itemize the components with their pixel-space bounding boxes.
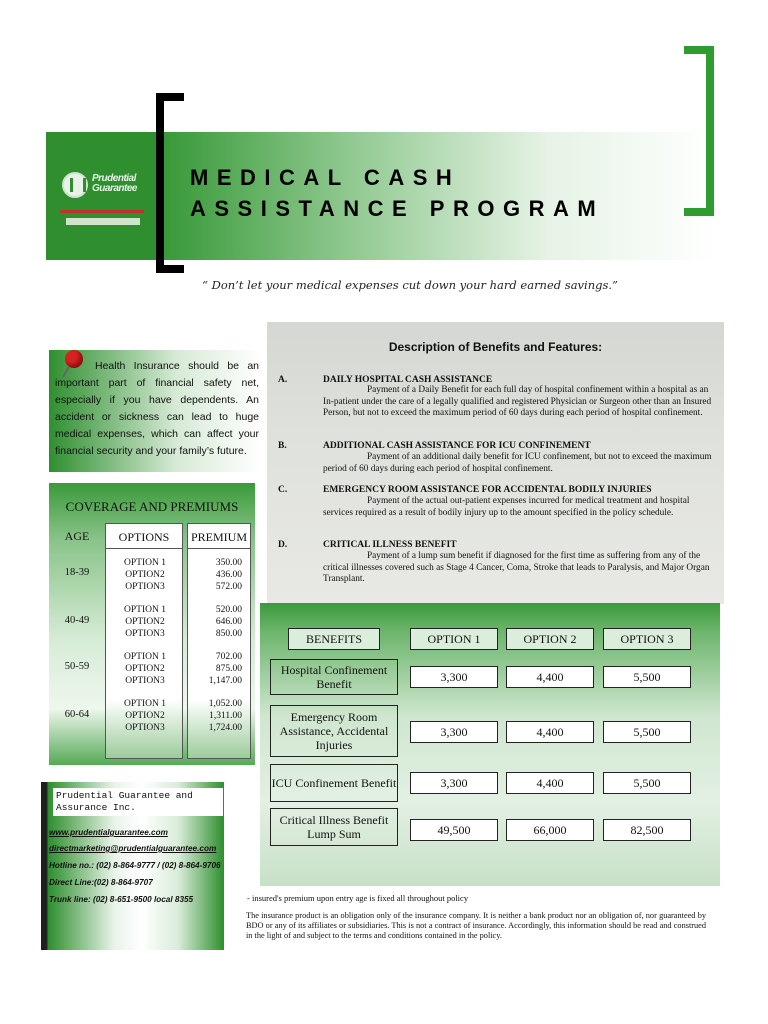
benefit-value: 5,500 [603,772,691,794]
premium-value: 646.00 [215,617,242,627]
age-cell: 60-64 [64,709,90,720]
option-label: OPTION2 [125,617,165,627]
benefit-value: 4,400 [506,666,594,688]
description-title: Description of Benefits and Features: [388,340,603,354]
logo-line-2: Guarantee [92,183,137,194]
options-column [105,523,183,759]
premium-footnote: - insured's premium upon entry age is fixed all throughout policy [247,893,469,903]
contact-company-name: Prudential Guarantee and Assurance Inc. [53,788,223,816]
company-logo [46,132,156,260]
contact-box [41,782,224,950]
title-line-1: MEDICAL CASH [190,165,461,190]
option-3-header: OPTION 3 [603,628,691,650]
item-letter: D. [278,540,288,550]
benefit-name: Emergency Room Assistance, Accidental Injuries [270,705,398,757]
item-body: Payment of the actual out-patient expenses incurred for medical treatment and hospital services required as a result of bodily injury up to the amount specified in the policy schedule. [323,496,690,518]
benefits-header: BENEFITS [288,628,380,650]
option-2-header: OPTION 2 [506,628,594,650]
benefit-value: 82,500 [603,819,691,841]
pushpin-icon [59,350,85,376]
options-header: OPTIONS [106,530,182,549]
item-heading: CRITICAL ILLNESS BENEFIT [323,540,457,550]
benefits-table [260,603,720,886]
logo-line-1: Prudential [92,173,136,184]
options-cell [106,557,184,593]
logo-emblem-icon [62,172,88,198]
age-cell: 50-59 [64,661,90,672]
option-label: OPTION3 [125,676,165,686]
premium-value: 520.00 [215,605,242,615]
premium-value: 350.00 [215,558,242,568]
item-body: Payment of a Daily Benefit for each full day of hospital confinement within a hospital as an In-patient under the care of a legally qualified and registered Physician or Surgeon other than an Insured Person, but not to exceed the maximum period of 60 days during each period of hospital confinement. [323,385,712,418]
benefit-name: ICU Confinement Benefit [270,764,398,802]
option-label: OPTION 1 [124,605,166,615]
options-cell [106,651,184,687]
intro-text: Health Insurance should be an important part of financial safety net, especially if you have dependents. An accident or sickness can lead to huge medical expenses, which can affect your financial security and your family’s future. [55,360,259,457]
option-1-header: OPTION 1 [410,628,498,650]
age-cell: 18-39 [64,567,90,578]
disclaimer-text: The insurance product is an obligation only of the insurance company. It is neither a bank product nor an obligation of, nor guaranteed by BDO or any of its affiliates or subsidiaries. This is not a contract of insurance. Accordingly, this information should be read and construed in the light of and subject to the terms and conditions contained in the policy. [246,911,706,940]
item-body: Payment of an additional daily benefit for ICU confinement, but not to exceed the maximum period of 60 days during each period of hospital confinement. [323,452,712,474]
coverage-table [49,483,255,765]
age-header: AGE [64,529,90,543]
option-label: OPTION3 [125,629,165,639]
trunk-line-number: Trunk line: (02) 8-651-9500 local 8355 [49,895,194,904]
right-bracket-decoration [684,46,714,216]
premium-value: 436.00 [215,570,242,580]
logo-tagline-bar [66,218,140,225]
premium-value: 1,311.00 [209,711,242,721]
premium-value: 702.00 [215,652,242,662]
option-label: OPTION3 [125,582,165,592]
premium-value: 1,147.00 [208,676,242,686]
age-column [53,523,101,759]
age-cell: 40-49 [64,615,90,626]
benefit-value: 5,500 [603,666,691,688]
logo-text [92,174,154,194]
logo-divider [60,210,144,213]
coverage-title: COVERAGE AND PREMIUMS [65,499,239,514]
options-cell [106,604,184,640]
benefit-value: 3,300 [410,772,498,794]
option-label: OPTION2 [125,664,165,674]
option-label: OPTION 1 [124,699,166,709]
premium-cell [184,604,242,640]
item-heading: DAILY HOSPITAL CASH ASSISTANCE [323,375,493,385]
benefit-value: 49,500 [410,819,498,841]
item-letter: B. [278,441,287,451]
option-label: OPTION3 [125,723,165,733]
tagline: “ Don’t let your medical expenses cut down your hard earned savings.” [202,278,618,292]
item-letter: C. [278,485,288,495]
premium-column [187,523,251,759]
premium-value: 572.00 [215,582,242,592]
intro-box [49,350,261,472]
direct-line-number: Direct Line:(02) 8-864-9707 [49,878,153,887]
page-title [190,162,604,224]
option-label: OPTION 1 [124,652,166,662]
premium-header: PREMIUM [188,530,250,549]
title-line-2: ASSISTANCE PROGRAM [190,196,605,221]
option-label: OPTION2 [125,711,165,721]
option-label: OPTION 1 [124,558,166,568]
website-link[interactable]: www.prudentialguarantee.com [49,828,168,837]
premium-cell [184,698,242,734]
item-heading: EMERGENCY ROOM ASSISTANCE FOR ACCIDENTAL BODILY INJURIES [323,485,652,495]
benefit-name: Hospital Confinement Benefit [270,659,398,695]
benefit-value: 4,400 [506,721,594,743]
benefits-description-panel [267,322,724,604]
premium-value: 850.00 [215,629,242,639]
premium-cell [184,557,242,593]
benefit-value: 4,400 [506,772,594,794]
benefit-value: 5,500 [603,721,691,743]
item-body: Payment of a lump sum benefit if diagnosed for the first time as suffering from any of the critical illnesses covered such as Stage 4 Cancer, Coma, Stroke that leads to Paralysis, and Major Organ Transplant. [323,551,710,584]
option-label: OPTION2 [125,570,165,580]
benefit-name: Critical Illness Benefit Lump Sum [270,808,398,846]
benefit-value: 3,300 [410,666,498,688]
hotline-number: Hotline no.: (02) 8-864-9777 / (02) 8-864-9706 [49,861,221,870]
options-cell [106,698,184,734]
email-link[interactable]: directmarketing@prudentialguarantee.com [49,844,217,853]
premium-value: 1,724.00 [208,723,242,733]
premium-value: 1,052.00 [208,699,242,709]
item-heading: ADDITIONAL CASH ASSISTANCE FOR ICU CONFINEMENT [323,441,591,451]
item-letter: A. [278,375,288,385]
premium-cell [184,651,242,687]
benefit-value: 3,300 [410,721,498,743]
premium-value: 875.00 [215,664,242,674]
left-bracket-decoration [156,93,184,273]
benefit-value: 66,000 [506,819,594,841]
